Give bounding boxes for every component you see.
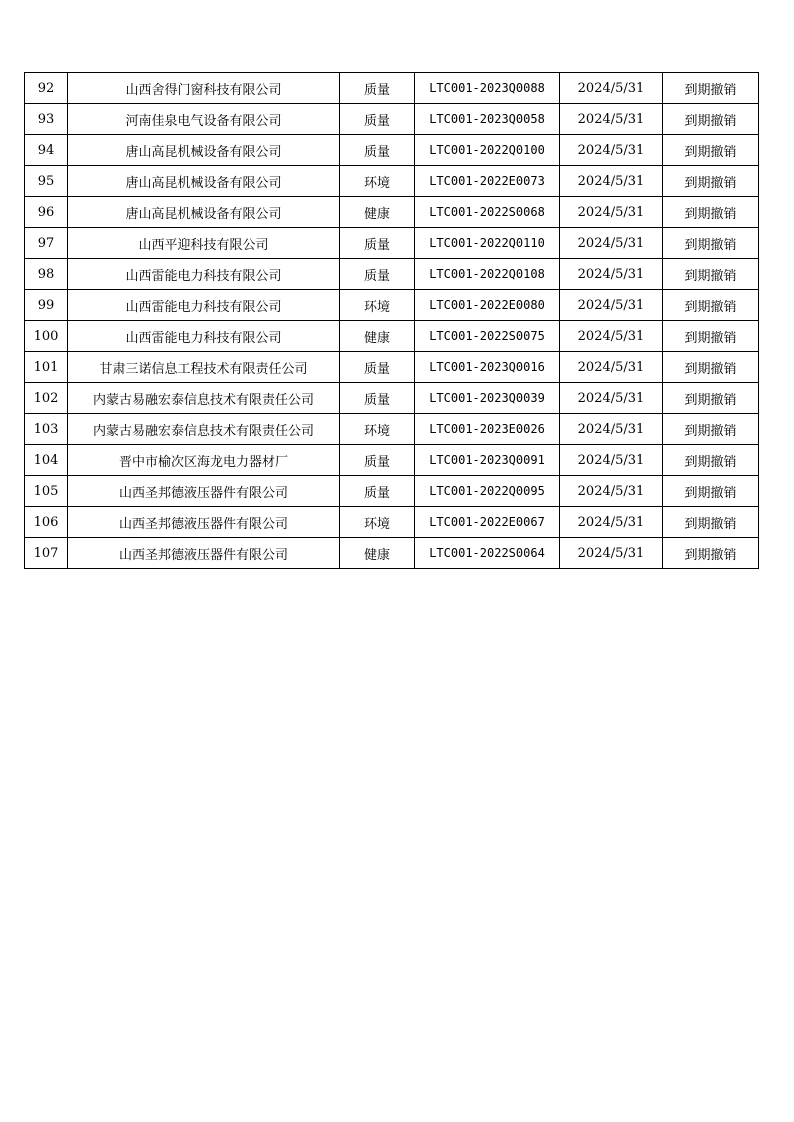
status: 到期撤销 bbox=[663, 321, 759, 352]
certification-type: 质量 bbox=[340, 259, 415, 290]
status: 到期撤销 bbox=[663, 507, 759, 538]
company-name: 山西圣邦德液压器件有限公司 bbox=[68, 507, 340, 538]
row-number: 97 bbox=[25, 228, 68, 259]
revocation-date: 2024/5/31 bbox=[560, 197, 663, 228]
status: 到期撤销 bbox=[663, 135, 759, 166]
table-row bbox=[25, 73, 759, 104]
certificate-number: LTC001-2023Q0091 bbox=[415, 445, 560, 476]
revocation-date: 2024/5/31 bbox=[560, 414, 663, 445]
row-number: 103 bbox=[25, 414, 68, 445]
certificate-number: LTC001-2023Q0088 bbox=[415, 73, 560, 104]
revocation-date: 2024/5/31 bbox=[560, 73, 663, 104]
table-row bbox=[25, 321, 759, 352]
status: 到期撤销 bbox=[663, 352, 759, 383]
certificate-number: LTC001-2023Q0016 bbox=[415, 352, 560, 383]
company-name: 山西圣邦德液压器件有限公司 bbox=[68, 538, 340, 569]
certificate-number: LTC001-2022E0080 bbox=[415, 290, 560, 321]
certificate-number: LTC001-2022S0068 bbox=[415, 197, 560, 228]
row-number: 106 bbox=[25, 507, 68, 538]
row-number: 92 bbox=[25, 73, 68, 104]
table-row bbox=[25, 259, 759, 290]
table-row bbox=[25, 507, 759, 538]
row-number: 94 bbox=[25, 135, 68, 166]
table-row bbox=[25, 104, 759, 135]
certification-type: 质量 bbox=[340, 383, 415, 414]
row-number: 107 bbox=[25, 538, 68, 569]
row-number: 104 bbox=[25, 445, 68, 476]
certificate-number: LTC001-2022Q0110 bbox=[415, 228, 560, 259]
status: 到期撤销 bbox=[663, 228, 759, 259]
revocation-date: 2024/5/31 bbox=[560, 290, 663, 321]
row-number: 93 bbox=[25, 104, 68, 135]
company-name: 山西雷能电力科技有限公司 bbox=[68, 321, 340, 352]
certificate-number: LTC001-2022E0067 bbox=[415, 507, 560, 538]
table-row bbox=[25, 166, 759, 197]
revocation-date: 2024/5/31 bbox=[560, 352, 663, 383]
row-number: 102 bbox=[25, 383, 68, 414]
certification-type: 健康 bbox=[340, 197, 415, 228]
table-row bbox=[25, 290, 759, 321]
company-name: 内蒙古易融宏泰信息技术有限责任公司 bbox=[68, 414, 340, 445]
company-name: 唐山高昆机械设备有限公司 bbox=[68, 197, 340, 228]
certification-type: 质量 bbox=[340, 135, 415, 166]
status: 到期撤销 bbox=[663, 290, 759, 321]
table-row bbox=[25, 228, 759, 259]
certification-type: 质量 bbox=[340, 445, 415, 476]
status: 到期撤销 bbox=[663, 73, 759, 104]
table-row bbox=[25, 445, 759, 476]
status: 到期撤销 bbox=[663, 476, 759, 507]
revocation-date: 2024/5/31 bbox=[560, 228, 663, 259]
revocation-date: 2024/5/31 bbox=[560, 476, 663, 507]
row-number: 105 bbox=[25, 476, 68, 507]
row-number: 95 bbox=[25, 166, 68, 197]
row-number: 101 bbox=[25, 352, 68, 383]
revocation-date: 2024/5/31 bbox=[560, 166, 663, 197]
status: 到期撤销 bbox=[663, 383, 759, 414]
status: 到期撤销 bbox=[663, 259, 759, 290]
certificate-number: LTC001-2022Q0100 bbox=[415, 135, 560, 166]
certification-type: 质量 bbox=[340, 73, 415, 104]
company-name: 山西雷能电力科技有限公司 bbox=[68, 259, 340, 290]
certificate-number: LTC001-2022Q0095 bbox=[415, 476, 560, 507]
status: 到期撤销 bbox=[663, 538, 759, 569]
table-body bbox=[25, 73, 759, 569]
certificate-number: LTC001-2022E0073 bbox=[415, 166, 560, 197]
company-name: 唐山高昆机械设备有限公司 bbox=[68, 166, 340, 197]
certification-type: 环境 bbox=[340, 290, 415, 321]
company-name: 山西雷能电力科技有限公司 bbox=[68, 290, 340, 321]
certification-type: 环境 bbox=[340, 507, 415, 538]
row-number: 99 bbox=[25, 290, 68, 321]
table-row bbox=[25, 414, 759, 445]
company-name: 唐山高昆机械设备有限公司 bbox=[68, 135, 340, 166]
table-row bbox=[25, 352, 759, 383]
certificate-revocation-table bbox=[24, 72, 759, 569]
certification-type: 健康 bbox=[340, 538, 415, 569]
company-name: 山西舍得门窗科技有限公司 bbox=[68, 73, 340, 104]
certification-type: 环境 bbox=[340, 414, 415, 445]
table-row bbox=[25, 197, 759, 228]
certificate-number: LTC001-2023Q0058 bbox=[415, 104, 560, 135]
status: 到期撤销 bbox=[663, 197, 759, 228]
certificate-number: LTC001-2022Q0108 bbox=[415, 259, 560, 290]
certificate-number: LTC001-2023Q0039 bbox=[415, 383, 560, 414]
table-row bbox=[25, 135, 759, 166]
revocation-date: 2024/5/31 bbox=[560, 445, 663, 476]
certification-type: 质量 bbox=[340, 352, 415, 383]
revocation-date: 2024/5/31 bbox=[560, 538, 663, 569]
revocation-date: 2024/5/31 bbox=[560, 104, 663, 135]
table-row bbox=[25, 538, 759, 569]
company-name: 晋中市榆次区海龙电力器材厂 bbox=[68, 445, 340, 476]
certification-type: 质量 bbox=[340, 104, 415, 135]
status: 到期撤销 bbox=[663, 104, 759, 135]
status: 到期撤销 bbox=[663, 166, 759, 197]
revocation-date: 2024/5/31 bbox=[560, 135, 663, 166]
company-name: 山西平迎科技有限公司 bbox=[68, 228, 340, 259]
certification-type: 环境 bbox=[340, 166, 415, 197]
company-name: 甘肃三诺信息工程技术有限责任公司 bbox=[68, 352, 340, 383]
row-number: 96 bbox=[25, 197, 68, 228]
table-row bbox=[25, 476, 759, 507]
table-row bbox=[25, 383, 759, 414]
revocation-date: 2024/5/31 bbox=[560, 259, 663, 290]
company-name: 山西圣邦德液压器件有限公司 bbox=[68, 476, 340, 507]
status: 到期撤销 bbox=[663, 414, 759, 445]
revocation-date: 2024/5/31 bbox=[560, 383, 663, 414]
certification-type: 质量 bbox=[340, 476, 415, 507]
certificate-number: LTC001-2023E0026 bbox=[415, 414, 560, 445]
company-name: 河南佳泉电气设备有限公司 bbox=[68, 104, 340, 135]
certification-type: 质量 bbox=[340, 228, 415, 259]
certification-type: 健康 bbox=[340, 321, 415, 352]
revocation-date: 2024/5/31 bbox=[560, 321, 663, 352]
company-name: 内蒙古易融宏泰信息技术有限责任公司 bbox=[68, 383, 340, 414]
row-number: 100 bbox=[25, 321, 68, 352]
status: 到期撤销 bbox=[663, 445, 759, 476]
row-number: 98 bbox=[25, 259, 68, 290]
certificate-number: LTC001-2022S0064 bbox=[415, 538, 560, 569]
revocation-date: 2024/5/31 bbox=[560, 507, 663, 538]
certificate-number: LTC001-2022S0075 bbox=[415, 321, 560, 352]
